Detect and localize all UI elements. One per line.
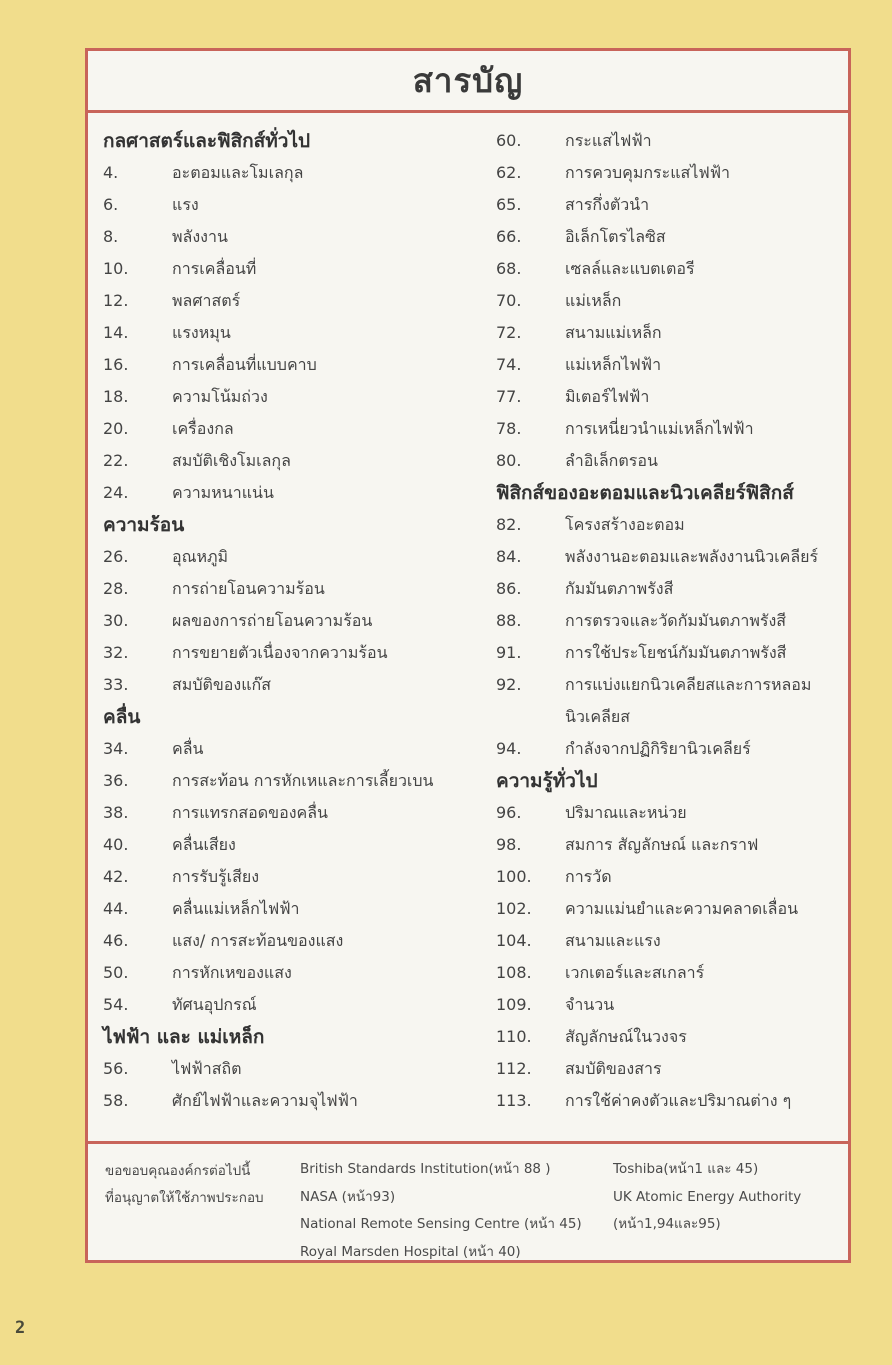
- toc-entry-title: เครื่องกล: [172, 419, 234, 438]
- toc-page-number: 28.: [103, 579, 129, 598]
- toc-entry-title: อะตอมและโมเลกุล: [172, 163, 304, 182]
- toc-entry: [103, 381, 483, 413]
- toc-entry: [496, 349, 841, 381]
- toc-entry-title: กัมมันตภาพรังสี: [565, 579, 674, 598]
- toc-entry-title: ความโน้มถ่วง: [172, 387, 268, 406]
- toc-page-number: 82.: [496, 515, 522, 534]
- credit-item: NASA (หน้า93): [300, 1188, 396, 1205]
- toc-entry: [103, 189, 483, 221]
- toc-entry: [103, 413, 483, 445]
- toc-entry-title: การใช้ค่าคงตัวและปริมาณต่าง ๆ: [565, 1091, 792, 1110]
- toc-entry-title: คลื่นเสียง: [172, 835, 236, 854]
- toc-entry-title: สมบัติเชิงโมเลกุล: [172, 451, 291, 470]
- toc-page-number: 88.: [496, 611, 522, 630]
- toc-page-number: 112.: [496, 1059, 532, 1078]
- toc-page-number: 56.: [103, 1059, 129, 1078]
- toc-entry-title: ผลของการถ่ายโอนความร้อน: [172, 611, 373, 630]
- toc-entry-title: ลำอิเล็กตรอน: [565, 451, 658, 470]
- toc-entry-title: มิเตอร์ไฟฟ้า: [565, 387, 650, 406]
- toc-entry-title: สมการ สัญลักษณ์ และกราฟ: [565, 835, 759, 854]
- toc-page-number: 92.: [496, 675, 522, 694]
- toc-page-number: 58.: [103, 1091, 129, 1110]
- toc-entry: [103, 989, 483, 1021]
- toc-entry-title: เวกเตอร์และสเกลาร์: [565, 963, 705, 982]
- credit-item: Toshiba(หน้า1 และ 45): [613, 1161, 759, 1177]
- contents-frame: [85, 48, 851, 1263]
- toc-entry: [496, 797, 841, 829]
- toc-entry-title: การตรวจและวัดกัมมันตภาพรังสี: [565, 611, 787, 630]
- toc-entry: [496, 125, 841, 157]
- toc-entry-title: การเคลื่อนที่: [172, 259, 257, 278]
- credit-item: National Remote Sensing Centre (หน้า 45): [300, 1216, 582, 1232]
- toc-page-number: 33.: [103, 675, 129, 694]
- toc-entry-title: การเคลื่อนที่แบบคาบ: [172, 355, 317, 374]
- toc-entry-title: การใช้ประโยชน์กัมมันตภาพรังสี: [565, 643, 787, 662]
- toc-entry: [103, 1085, 483, 1117]
- toc-entry: [103, 797, 483, 829]
- toc-page-number: 77.: [496, 387, 522, 406]
- toc-entry: [103, 349, 483, 381]
- credit-item: Royal Marsden Hospital (หน้า 40): [300, 1243, 521, 1260]
- toc-entry-title: โครงสร้างอะตอม: [565, 515, 685, 534]
- toc-page-number: 104.: [496, 931, 532, 950]
- toc-entry-title: พลังงานอะตอมและพลังงานนิวเคลียร์: [565, 547, 819, 566]
- toc-entry-title: การเหนี่ยวนำแม่เหล็กไฟฟ้า: [565, 419, 754, 438]
- section-heading: ความรู้ทั่วไป: [496, 770, 598, 792]
- toc-page-number: 84.: [496, 547, 522, 566]
- toc-page-number: 32.: [103, 643, 129, 662]
- toc-entry: [103, 1053, 483, 1085]
- toc-entry-title: กำลังจากปฏิกิริยานิวเคลียร์: [565, 739, 751, 758]
- toc-page-number: 18.: [103, 387, 129, 406]
- toc-entry: [496, 733, 841, 765]
- toc-entry-title: การถ่ายโอนความร้อน: [172, 579, 325, 598]
- section-heading: ฟิสิกส์ของอะตอมและนิวเคลียร์ฟิสิกส์: [496, 482, 794, 504]
- toc-entry: [103, 157, 483, 189]
- toc-entry: [496, 445, 841, 477]
- toc-entry-title: การขยายตัวเนื่องจากความร้อน: [172, 643, 388, 662]
- toc-entry-title: การวัด: [565, 867, 612, 886]
- toc-page-number: 109.: [496, 995, 532, 1014]
- credits-list-middle: [300, 1156, 610, 1266]
- toc-entry-title: คลื่น: [172, 739, 204, 758]
- toc-page-number: 8.: [103, 227, 119, 246]
- toc-page-number: 72.: [496, 323, 522, 342]
- toc-entry: [496, 1021, 841, 1053]
- toc-entry: [103, 765, 483, 797]
- credits-list-right: [613, 1156, 843, 1239]
- credit-item: (หน้า1,94และ95): [613, 1216, 721, 1232]
- toc-page-number: 78.: [496, 419, 522, 438]
- toc-entry: [103, 573, 483, 605]
- toc-page-number: 30.: [103, 611, 129, 630]
- toc-page-number: 65.: [496, 195, 522, 214]
- toc-page-number: 42.: [103, 867, 129, 886]
- toc-page-number: 50.: [103, 963, 129, 982]
- toc-page-number: 91.: [496, 643, 522, 662]
- toc-entry: [496, 509, 841, 541]
- toc-entry: [103, 605, 483, 637]
- toc-page-number: 66.: [496, 227, 522, 246]
- toc-page-number: 100.: [496, 867, 532, 886]
- page-title: สารบัญ: [412, 61, 524, 100]
- toc-entry: [103, 893, 483, 925]
- toc-entry: [103, 477, 483, 509]
- toc-entry-title: การแทรกสอดของคลื่น: [172, 803, 328, 822]
- toc-page-number: 10.: [103, 259, 129, 278]
- toc-entry: [496, 1085, 841, 1117]
- toc-page-number: 68.: [496, 259, 522, 278]
- toc-entry-title: นิวเคลียส: [565, 707, 631, 726]
- toc-page-number: 26.: [103, 547, 129, 566]
- toc-page-number: 14.: [103, 323, 129, 342]
- toc-entry: [496, 925, 841, 957]
- toc-page-number: 16.: [103, 355, 129, 374]
- toc-entry-title: สนามและแรง: [565, 931, 661, 950]
- toc-entry: [103, 253, 483, 285]
- toc-entry-title: การแบ่งแยกนิวเคลียสและการหลอม: [565, 675, 812, 694]
- toc-page-number: 46.: [103, 931, 129, 950]
- toc-entry: [103, 925, 483, 957]
- toc-entry-title: คลื่นแม่เหล็กไฟฟ้า: [172, 899, 300, 918]
- toc-page-number: 4.: [103, 163, 119, 182]
- toc-entry: [496, 253, 841, 285]
- toc-entry-title: การรับรู้เสียง: [172, 867, 260, 886]
- credit-item: British Standards Institution(หน้า 88 ): [300, 1161, 551, 1177]
- toc-entry: [103, 733, 483, 765]
- toc-entry-title: แรงหมุน: [172, 323, 231, 342]
- toc-entry: [103, 669, 483, 701]
- toc-entry: [496, 189, 841, 221]
- toc-entry: [496, 829, 841, 861]
- toc-entry: [496, 1053, 841, 1085]
- toc-entry: [103, 317, 483, 349]
- toc-entry: [496, 573, 841, 605]
- toc-entry: [496, 381, 841, 413]
- toc-page-number: 38.: [103, 803, 129, 822]
- toc-right-column: [496, 125, 841, 1117]
- toc-page-number: 36.: [103, 771, 129, 790]
- toc-entry-title: อิเล็กโตรไลซิส: [565, 227, 666, 246]
- toc-entry: [103, 829, 483, 861]
- toc-page-number: 108.: [496, 963, 532, 982]
- toc-page-number: 74.: [496, 355, 522, 374]
- toc-entry: [103, 861, 483, 893]
- toc-left-column: [103, 125, 483, 1117]
- toc-entry-title: ความแม่นยำและความคลาดเลื่อน: [565, 899, 799, 918]
- toc-page-number: 22.: [103, 451, 129, 470]
- toc-page-number: 94.: [496, 739, 522, 758]
- toc-page-number: 40.: [103, 835, 129, 854]
- toc-entry-title: การควบคุมกระแสไฟฟ้า: [565, 163, 730, 182]
- toc-entry-title: ความหนาแน่น: [172, 483, 274, 502]
- toc-entry-title: แรง: [172, 195, 199, 214]
- toc-entry: [496, 989, 841, 1021]
- toc-entry: [103, 285, 483, 317]
- toc-page-number: 54.: [103, 995, 129, 1014]
- credit-item: UK Atomic Energy Authority: [613, 1188, 802, 1205]
- toc-entry-title: แม่เหล็กไฟฟ้า: [565, 355, 662, 374]
- toc-entry-title: กระแสไฟฟ้า: [565, 131, 652, 150]
- toc-entry-title: เซลล์และแบตเตอรี: [565, 259, 695, 278]
- section-heading: กลศาสตร์และฟิสิกส์ทั่วไป: [103, 130, 311, 152]
- toc-entry: [103, 221, 483, 253]
- toc-page-number: 24.: [103, 483, 129, 502]
- toc-entry-continuation: [496, 701, 841, 733]
- toc-entry: [103, 445, 483, 477]
- toc-entry-title: พลังงาน: [172, 227, 228, 246]
- toc-entry: [496, 317, 841, 349]
- toc-page-number: 80.: [496, 451, 522, 470]
- toc-entry-title: ศักย์ไฟฟ้าและความจุไฟฟ้า: [172, 1091, 358, 1110]
- toc-page-number: 44.: [103, 899, 129, 918]
- toc-entry-title: สนามแม่เหล็ก: [565, 323, 662, 342]
- toc-entry-title: พลศาสตร์: [172, 291, 241, 310]
- section-heading: ความร้อน: [103, 514, 185, 536]
- toc-entry-title: แม่เหล็ก: [565, 291, 622, 310]
- credits-intro-line: ขอขอบคุณองค์กรต่อไปนี้: [105, 1163, 251, 1179]
- toc-entry-title: สัญลักษณ์ในวงจร: [565, 1027, 687, 1046]
- toc-page-number: 86.: [496, 579, 522, 598]
- toc-entry-title: สมบัติของแก๊ส: [172, 675, 271, 694]
- toc-page-number: 6.: [103, 195, 119, 214]
- toc-entry-title: จำนวน: [565, 995, 615, 1014]
- title-bar: [88, 51, 848, 113]
- page-number: 2: [15, 1318, 26, 1338]
- toc-entry-title: อุณหภูมิ: [172, 547, 229, 566]
- toc-entry: [496, 157, 841, 189]
- toc-page-number: 98.: [496, 835, 522, 854]
- toc-entry-title: แสง/ การสะท้อนของแสง: [172, 931, 344, 950]
- credits-intro-line: ที่อนุญาตให้ใช้ภาพประกอบ: [105, 1190, 264, 1206]
- section-heading: คลื่น: [103, 706, 141, 728]
- toc-page-number: 113.: [496, 1091, 532, 1110]
- toc-entry-title: สมบัติของสาร: [565, 1059, 662, 1078]
- toc-entry-title: การหักเหของแสง: [172, 963, 292, 982]
- toc-page-number: 60.: [496, 131, 522, 150]
- section-heading: ไฟฟ้า และ แม่เหล็ก: [103, 1026, 265, 1048]
- toc-entry: [103, 637, 483, 669]
- toc-entry: [496, 669, 841, 701]
- toc-entry: [496, 541, 841, 573]
- toc-entry-title: ไฟฟ้าสถิต: [172, 1059, 242, 1078]
- toc-entry-title: สารกึ่งตัวนำ: [565, 195, 650, 214]
- toc-entry: [496, 861, 841, 893]
- toc-entry-title: ทัศนอุปกรณ์: [172, 995, 257, 1014]
- toc-entry: [103, 957, 483, 989]
- image-credits: [88, 1141, 848, 1260]
- toc-page-number: 20.: [103, 419, 129, 438]
- toc-entry: [496, 221, 841, 253]
- toc-entry: [496, 957, 841, 989]
- toc-entry: [496, 637, 841, 669]
- toc-page-number: 34.: [103, 739, 129, 758]
- toc-entry: [496, 605, 841, 637]
- toc-page-number: 102.: [496, 899, 532, 918]
- credits-intro: [105, 1158, 295, 1212]
- toc-page-number: 110.: [496, 1027, 532, 1046]
- toc-entry: [496, 285, 841, 317]
- toc-page-number: 70.: [496, 291, 522, 310]
- toc-entry: [496, 893, 841, 925]
- toc-page-number: 12.: [103, 291, 129, 310]
- toc-entry-title: ปริมาณและหน่วย: [565, 803, 687, 822]
- toc-entry-title: การสะท้อน การหักเหและการเลี้ยวเบน: [172, 771, 434, 790]
- toc-page-number: 62.: [496, 163, 522, 182]
- toc-entry: [103, 541, 483, 573]
- toc-page-number: 96.: [496, 803, 522, 822]
- toc-entry: [496, 413, 841, 445]
